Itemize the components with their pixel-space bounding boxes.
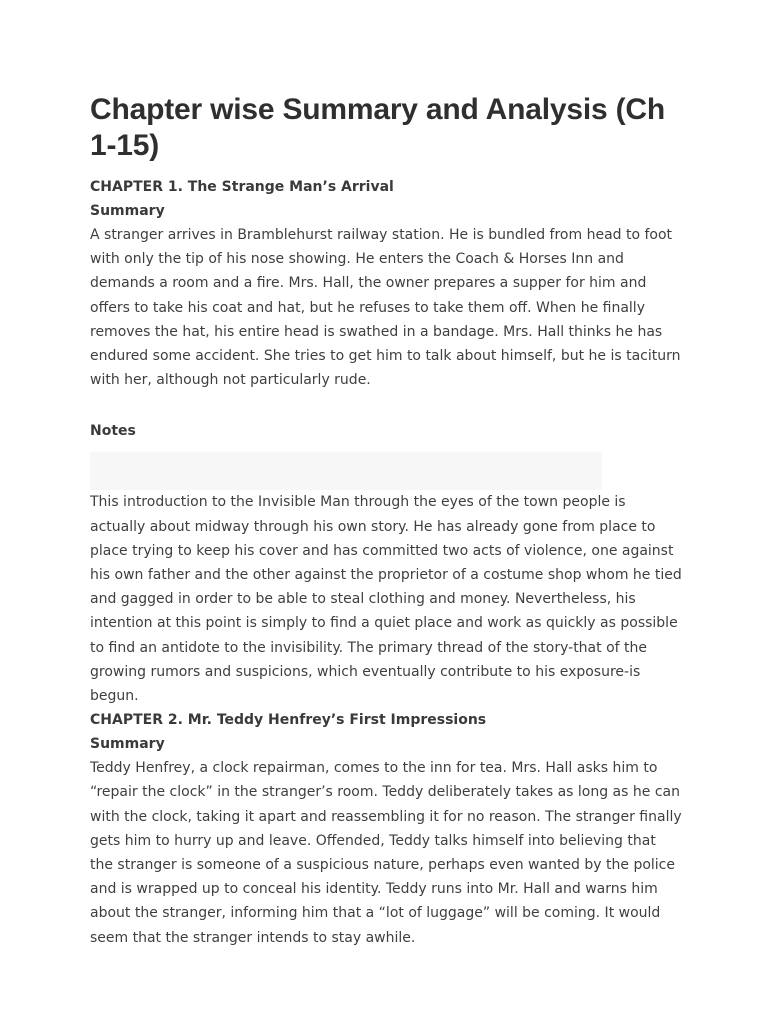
chapter-1-summary-label: Summary: [90, 203, 165, 219]
chapter-2-heading: CHAPTER 2. Mr. Teddy Henfrey’s First Impressions: [90, 712, 487, 729]
chapter-2-summary-text: Teddy Henfrey, a clock repairman, comes to the inn for tea. Mrs. Hall asks him to “repair the clock” in the stranger’s room. Teddy deliberately takes as long as he can with the clock, taking it apart and reassembling it for no reason. The stranger finally gets him to hurry up and leave. Offended, Teddy talks himself into believing that the stranger is someone of a suspicious nature, perhaps even wanted by the police and is wrapped up to conceal his identity. Teddy runs into Mr. Hall and warns him about the stranger, informing him that a “lot of luggage” will be coming. It would seem that the stranger intends to stay awhile.: [90, 760, 682, 946]
chapter-2-summary-label: Summary: [90, 736, 165, 753]
page-title: Chapter wise Summary and Analysis (Ch 1-15): [90, 93, 665, 162]
chapter-1-summary-text: A stranger arrives in Bramblehurst railway station. He is bundled from head to foot with only the tip of his nose showing. He enters the Coach & Horses Inn and demands a room and a fire. Mrs. Hall, the owner prepares a supper for him and offers to take his coat and hat, but he refuses to take them off. When he finally removes the hat, his entire head is swathed in a bandage. Mrs. Hall thinks he has endured some accident. She tries to get him to talk about himself, but he is taciturn with her, although not particularly rude.: [90, 227, 681, 389]
chapter-1-heading: CHAPTER 1. The Strange Man’s Arrival: [90, 179, 394, 195]
chapter-1-notes-text: This introduction to the Invisible Man through the eyes of the town people is actually about midway through his own story. He has already gone from place to place trying to keep his cover and has committed two acts of violence, one against his own father and the other against the proprietor of a costume shop whom he tied and gagged in order to be able to steal clothing and money. Nevertheless, his intention at this point is simply to find a quiet place and work as quickly as possible to find an antidote to the invisibility. The primary thread of the story-that of the growing rumors and suspicions, which eventually contribute to his exposure-is begun.: [90, 494, 682, 705]
chapter-1-notes-label: Notes: [90, 423, 136, 440]
document-page: [90, 92, 682, 950]
notes-placeholder-box: [90, 452, 602, 490]
